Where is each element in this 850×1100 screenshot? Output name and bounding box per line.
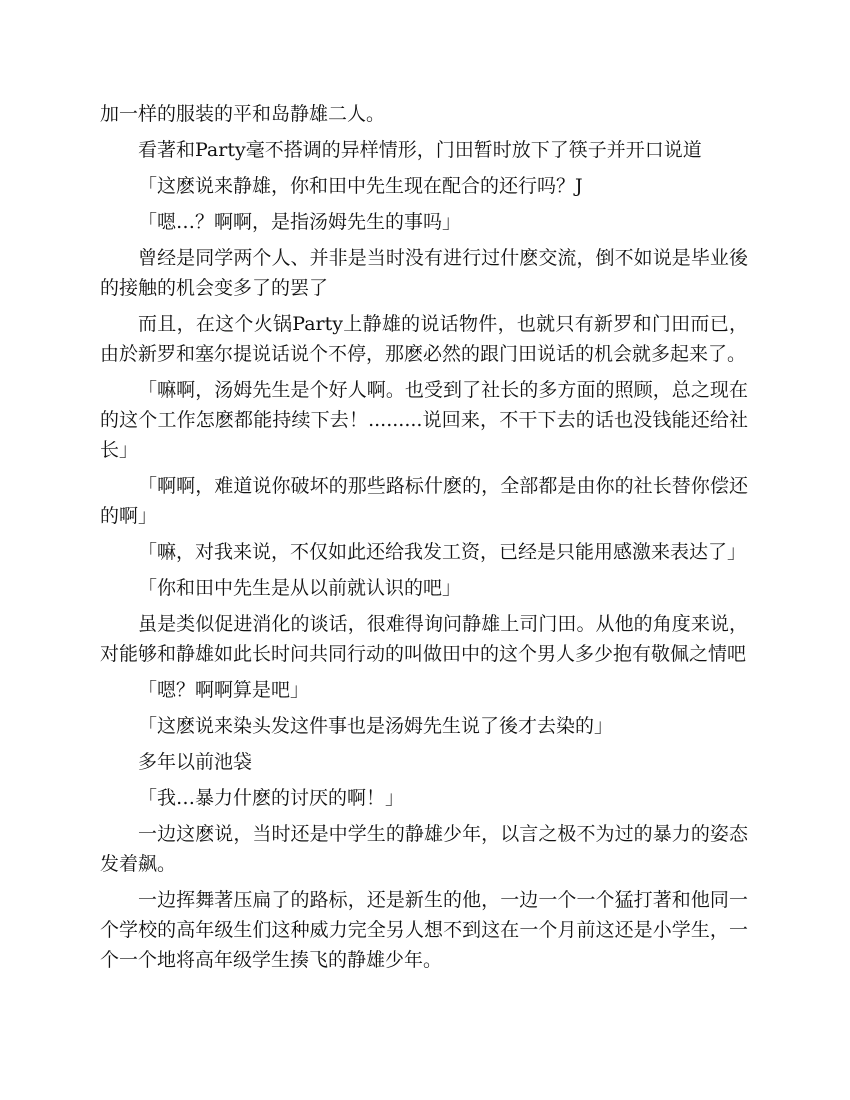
paragraph: 「嘛，对我来说，不仅如此还给我发工资，已经是只能用感激来表达了」 (138, 541, 747, 563)
paragraph: 多年以前池袋 (138, 751, 253, 773)
paragraph: 一边挥舞著压扁了的路标，还是新生的他，一边一个一个猛打著和他同一个学校的高年级生们这种威力完全另人想不到这在一个月前这还是小学生，一个一个地将高年级学生揍飞的静雄少年。 (100, 889, 748, 971)
paragraph: 看著和Party毫不搭调的异样情形，门田暂时放下了筷子并开口说道 (138, 139, 702, 161)
paragraph: 「你和田中先生是从以前就认识的吧」 (138, 577, 462, 599)
paragraph: 「嗯？啊啊算是吧」 (138, 679, 310, 701)
paragraph: 而且，在这个火锅Party上静雄的说话物件，也就只有新罗和门田而已，由於新罗和塞尔提说话说个不停，那麽必然的跟门田说话的机会就多起来了。 (100, 313, 748, 365)
paragraph: 「我…暴力什麽的讨厌的啊！」 (138, 787, 405, 809)
paragraph: 「嘛啊，汤姆先生是个好人啊。也受到了社长的多方面的照顾，总之现在的这个工作怎麽都能持续下去！.........说回来，不干下去的话也没钱能还给社长」 (100, 379, 748, 461)
paragraph: 虽是类似促进消化的谈话，很难得询问静雄上司门田。从他的角度来说，对能够和静雄如此长时问共同行动的叫做田中的这个男人多少抱有敬佩之情吧 (100, 613, 748, 665)
document-page (100, 99, 748, 981)
paragraph: 加一样的服装的平和岛静雄二人。 (100, 103, 386, 125)
paragraph: 曾经是同学两个人、并非是当时没有进行过什麽交流，倒不如说是毕业後的接触的机会变多了的罢了 (100, 247, 748, 299)
paragraph: 「啊啊，难道说你破坏的那些路标什麽的，全部都是由你的社长替你偿还的啊」 (100, 475, 748, 527)
paragraph: 「这麽说来静雄，你和田中先生现在配合的还行吗？J (138, 175, 583, 197)
paragraph: 「嗯…？啊啊，是指汤姆先生的事吗」 (138, 211, 462, 233)
paragraph: 「这麽说来染头发这件事也是汤姆先生说了後才去染的」 (138, 715, 614, 737)
paragraph: 一边这麽说，当时还是中学生的静雄少年，以言之极不为过的暴力的姿态发着飙。 (100, 823, 748, 875)
